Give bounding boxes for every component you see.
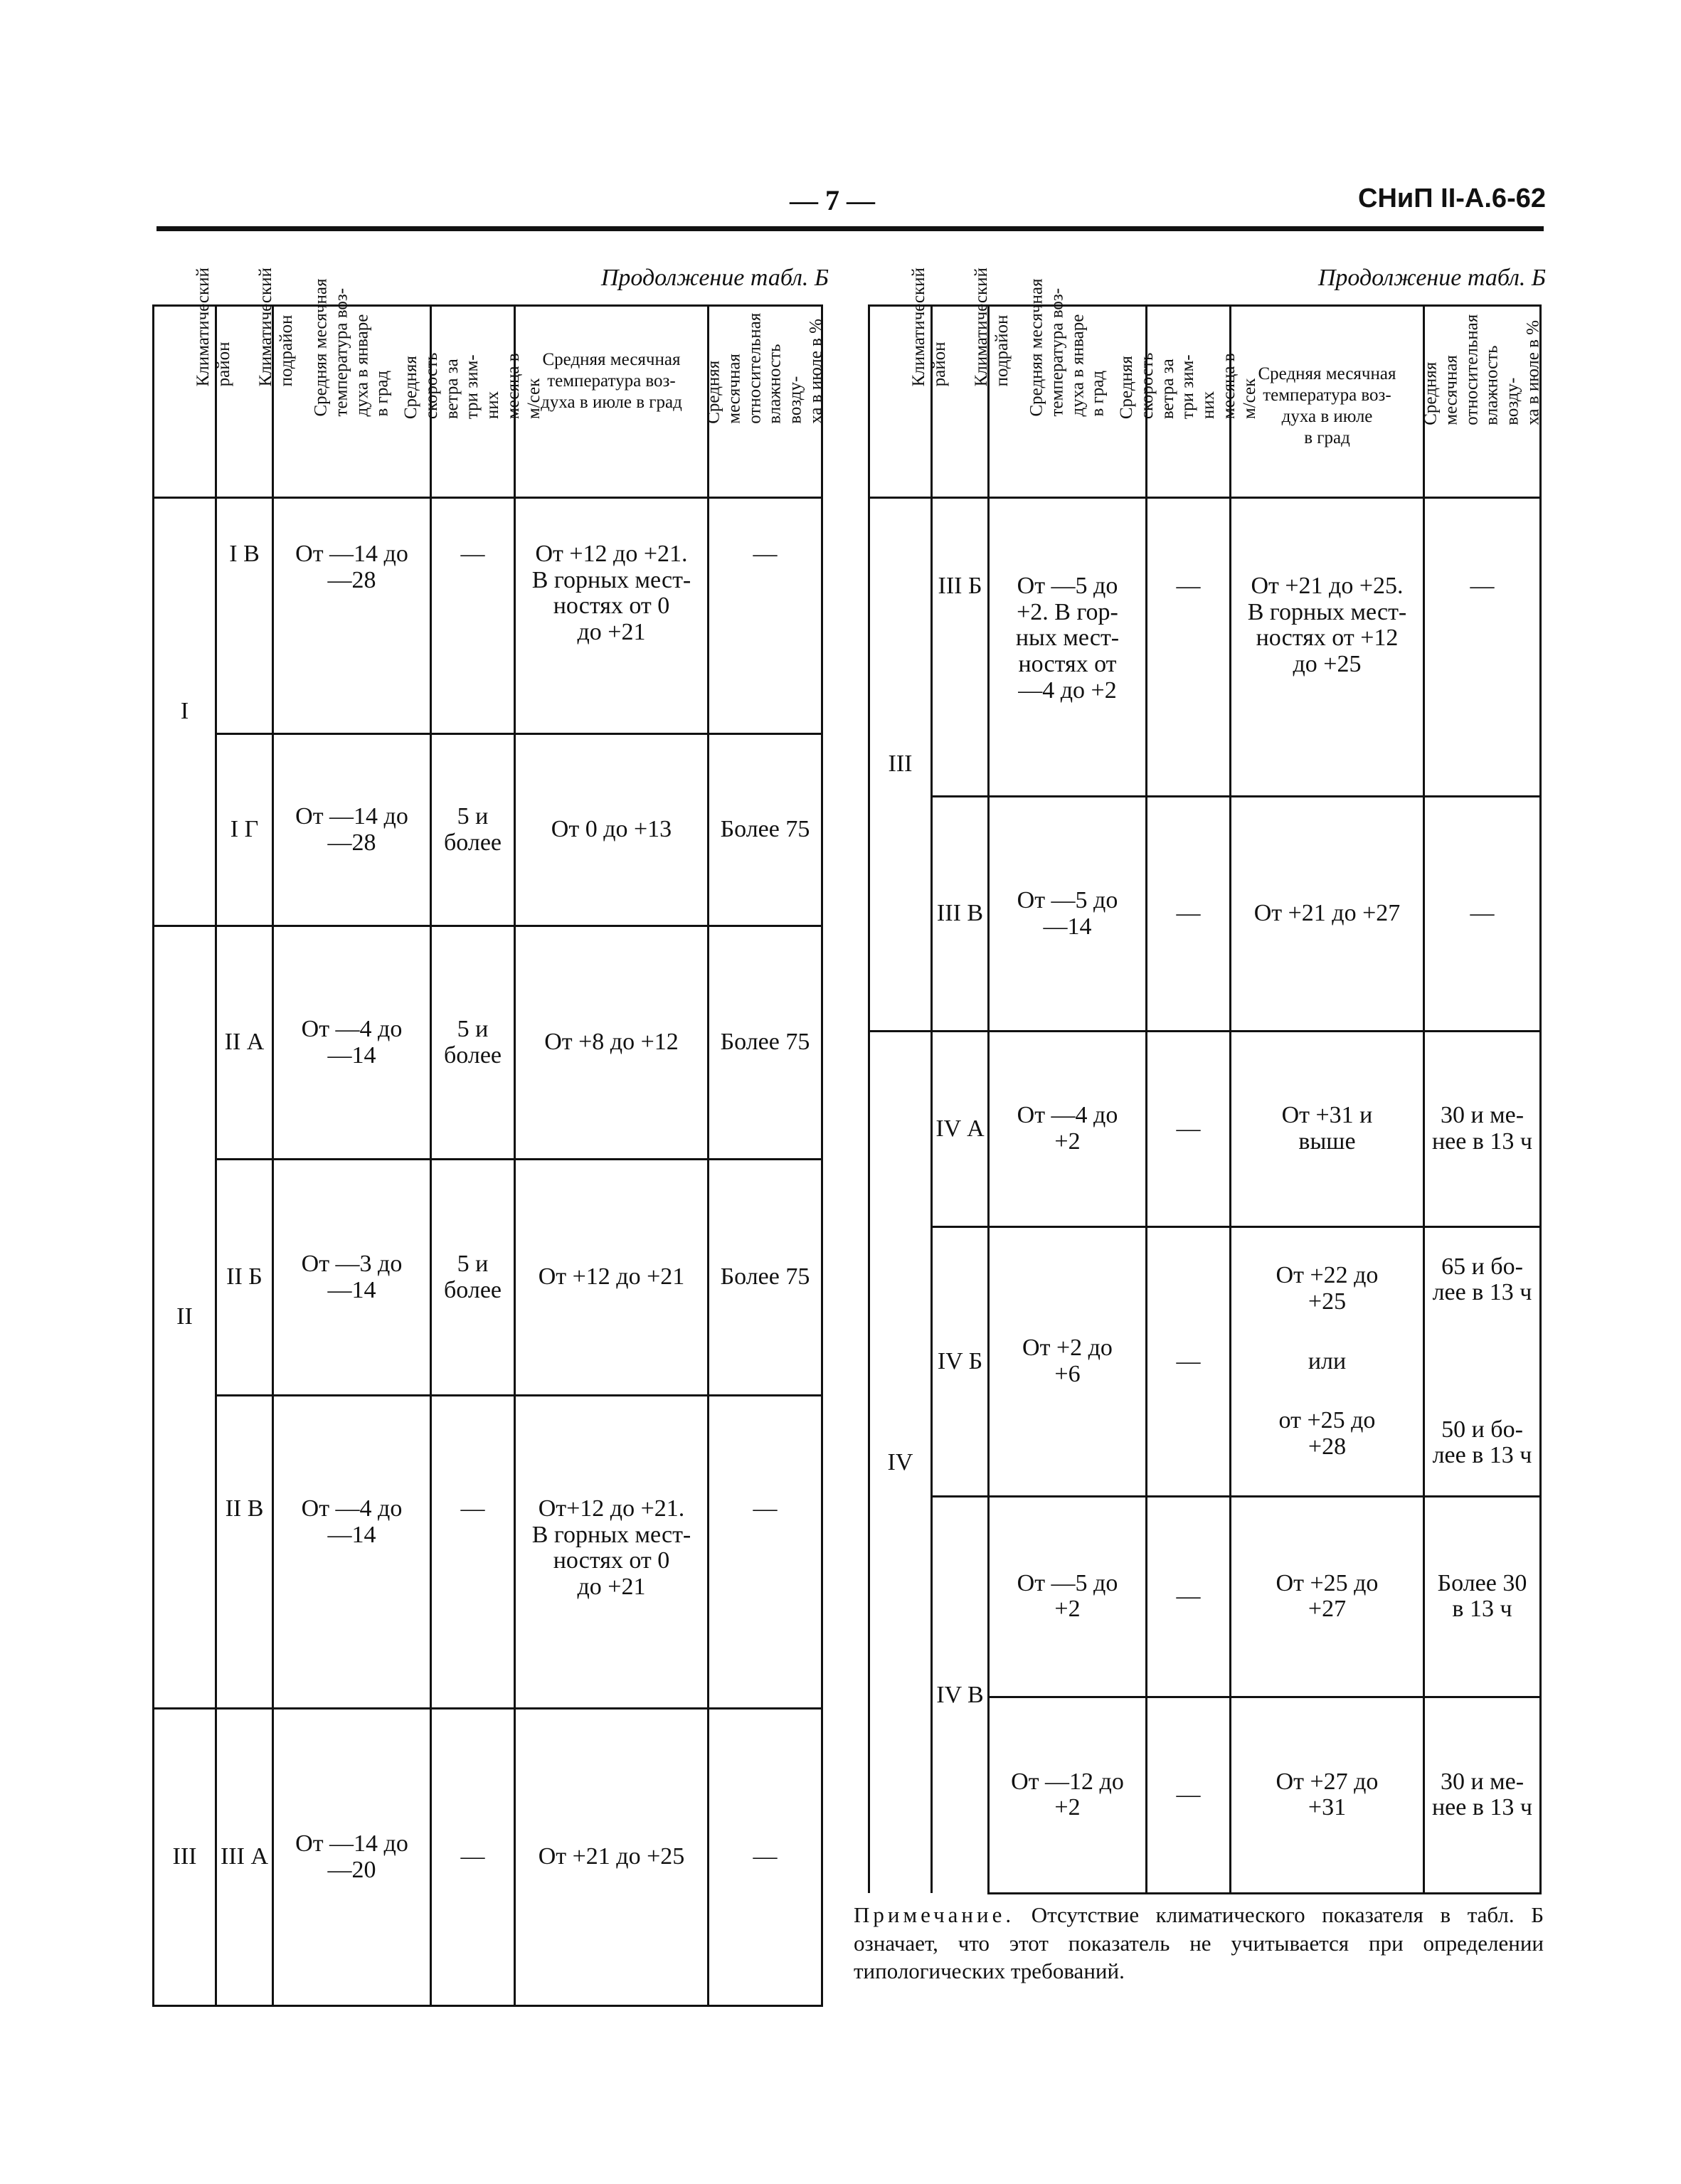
humidity-cell: Более 75 — [709, 1160, 822, 1396]
continuation-label-left: Продолжение табл. Б — [600, 265, 829, 291]
header-jan-temp: Средняя месячная температура воз- духа в январе в град — [989, 306, 1147, 498]
header-wind: Средняя скорость ветра за три зим- них месяца в м/сек — [431, 306, 515, 498]
wind-cell: — — [1147, 1032, 1231, 1227]
jan-temp-cell: От —4 до —14 — [273, 926, 431, 1160]
subregion-cell: III В — [932, 797, 989, 1032]
wind-cell: 5 и более — [431, 926, 515, 1160]
header-jul-temp: Средняя месячная температура воз- духа в июле в град — [1231, 306, 1424, 498]
table-row — [869, 1227, 1541, 1497]
table-row — [869, 1032, 1541, 1227]
wind-cell: — — [431, 498, 515, 734]
jul-temp-option-a: От +22 до +25 — [1276, 1262, 1379, 1315]
wind-cell: — — [1147, 797, 1231, 1032]
jul-temp-cell: От +12 до +21. В горных мест- ностях от 0 до +21 — [515, 498, 709, 734]
jul-temp-cell: От 0 до +13 — [515, 734, 709, 926]
table-row — [869, 498, 1541, 797]
footnote — [854, 1901, 1544, 1986]
wind-cell: 5 и более — [431, 734, 515, 926]
jul-temp-cell — [1231, 1227, 1424, 1497]
wind-cell: — — [1147, 1496, 1231, 1697]
table-row — [154, 1160, 822, 1396]
jan-temp-cell: От —5 до +2 — [989, 1496, 1147, 1697]
table-row — [154, 498, 822, 734]
header-humidity: Средняя месячная относительная влажность возду- ха в июле в % — [1424, 306, 1541, 498]
jan-temp-cell: От —5 до +2. В гор- ных мест- ностях от —4 до +2 — [989, 498, 1147, 797]
region-cell: I — [154, 498, 216, 926]
subregion-cell: III А — [216, 1709, 273, 2006]
jan-temp-cell: От —3 до —14 — [273, 1160, 431, 1396]
region-cell: II — [154, 926, 216, 1709]
humidity-cell: — — [1424, 498, 1541, 797]
wind-cell: — — [1147, 498, 1231, 797]
region-cell: III — [154, 1709, 216, 2006]
table-row — [154, 1396, 822, 1709]
wind-cell: — — [1147, 1227, 1231, 1497]
page-number: — 7 — — [790, 184, 875, 216]
header-subregion: Климатический подрайон — [932, 306, 989, 498]
wind-cell: 5 и более — [431, 1160, 515, 1396]
subregion-cell: II В — [216, 1396, 273, 1709]
header-humidity: Средняя месячная относительная влажность возду- ха в июле в % — [709, 306, 822, 498]
header-jul-temp: Средняя месячная температура воз- духа в июле в град — [515, 306, 709, 498]
note-label: Примечание. — [854, 1902, 1015, 1927]
humidity-cell: Более 75 — [709, 734, 822, 926]
humidity-cell: — — [709, 1709, 822, 2006]
subregion-cell: IV А — [932, 1032, 989, 1227]
header-region: Климатический район — [869, 306, 932, 498]
jul-temp-cell: От +25 до +27 — [1231, 1496, 1424, 1697]
or-label: или — [1308, 1347, 1347, 1374]
table-row — [154, 734, 822, 926]
humidity-cell — [1424, 1227, 1541, 1497]
table-row — [154, 926, 822, 1160]
table-row — [869, 1496, 1541, 1697]
subregion-cell: IV В — [932, 1496, 989, 1893]
table-row — [869, 797, 1541, 1032]
humidity-cell: Более 75 — [709, 926, 822, 1160]
humidity-cell: Более 30 в 13 ч — [1424, 1496, 1541, 1697]
jul-temp-cell: От +27 до +31 — [1231, 1697, 1424, 1893]
header-rule — [157, 226, 1544, 231]
humidity-option-b: 50 и бо- лее в 13 ч — [1432, 1416, 1532, 1469]
jan-temp-cell: От +2 до +6 — [989, 1227, 1147, 1497]
subregion-cell: II Б — [216, 1160, 273, 1396]
jan-temp-cell: От —4 до —14 — [273, 1396, 431, 1709]
subregion-cell: III Б — [932, 498, 989, 797]
header-wind: Средняя скорость ветра за три зим- них месяца в м/сек — [1147, 306, 1231, 498]
humidity-cell: — — [1424, 797, 1541, 1032]
subregion-cell: I В — [216, 498, 273, 734]
region-cell: III — [869, 498, 932, 1032]
jan-temp-cell: От —14 до —20 — [273, 1709, 431, 2006]
jan-temp-cell: От —4 до +2 — [989, 1032, 1147, 1227]
jul-temp-cell: От +21 до +27 — [1231, 797, 1424, 1032]
region-cell: IV — [869, 1032, 932, 1894]
document-code: СНиП II-А.6-62 — [1358, 184, 1546, 213]
subregion-cell: I Г — [216, 734, 273, 926]
jul-temp-cell: От +8 до +12 — [515, 926, 709, 1160]
jul-temp-cell: От +12 до +21 — [515, 1160, 709, 1396]
wind-cell: — — [1147, 1697, 1231, 1893]
jan-temp-cell: От —5 до —14 — [989, 797, 1147, 1032]
humidity-cell: — — [709, 1396, 822, 1709]
jul-temp-cell: От +31 и выше — [1231, 1032, 1424, 1227]
header-jan-temp: Средняя месячная температура воз- духа в январе в град — [273, 306, 431, 498]
humidity-cell: — — [709, 498, 822, 734]
header-region: Климатический район — [154, 306, 216, 498]
humidity-cell: 30 и ме- нее в 13 ч — [1424, 1697, 1541, 1893]
humidity-cell: 30 и ме- нее в 13 ч — [1424, 1032, 1541, 1227]
subregion-cell: II А — [216, 926, 273, 1160]
wind-cell: — — [431, 1709, 515, 2006]
subregion-cell: IV Б — [932, 1227, 989, 1497]
humidity-option-a: 65 и бо- лее в 13 ч — [1432, 1253, 1532, 1306]
note-text: Отсутствие климатического показателя в табл. Б означает, что этот показатель не учитывается при определении типологических требований. — [854, 1902, 1544, 1984]
jul-temp-cell: От +21 до +25. В горных мест- ностях от +12 до +25 — [1231, 498, 1424, 797]
wind-cell: — — [431, 1396, 515, 1709]
jan-temp-cell: От —12 до +2 — [989, 1697, 1147, 1893]
header-subregion: Климатический подрайон — [216, 306, 273, 498]
jan-temp-cell: От —14 до —28 — [273, 734, 431, 926]
jul-temp-cell: От+12 до +21. В горных мест- ностях от 0 до +21 — [515, 1396, 709, 1709]
table-row — [154, 1709, 822, 2006]
jul-temp-option-b: от +25 до +28 — [1278, 1406, 1376, 1460]
jul-temp-cell: От +21 до +25 — [515, 1709, 709, 2006]
continuation-label-right: Продолжение табл. Б — [1317, 265, 1546, 291]
jan-temp-cell: От —14 до —28 — [273, 498, 431, 734]
